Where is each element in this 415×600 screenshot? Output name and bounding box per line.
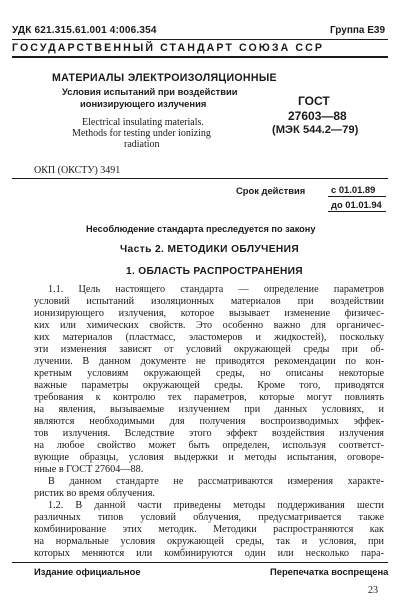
header-rule-bottom: [12, 56, 388, 58]
title-en-line1: Electrical insulating materials.: [82, 117, 204, 128]
validity-to: до 01.01.94: [331, 199, 382, 210]
body-line: на любое свойство может быть определен, используя соответст-: [34, 440, 384, 451]
reprint-note: Перепечатка воспрещена: [270, 566, 389, 577]
body-line: которых меняются или комбинируются один или несколько пара-: [34, 548, 384, 559]
body-line: лучении. В данном документе не приводятся рекомендации по кон-: [34, 356, 384, 367]
body-line: на нормальные условия окружающей среды, так и условия, при: [34, 536, 384, 547]
body-line: ких материалов (пластмасс, эластомеров и жидкостей), поскольку: [34, 332, 384, 343]
iec-number: (МЭК 544.2—79): [272, 124, 359, 136]
subtitle-ru-line2: ионизирующего излучения: [80, 98, 207, 109]
footer-rule: [12, 562, 388, 563]
header-rule-top: [12, 39, 388, 40]
udk-code: УДК 621.315.61.001 4:006.354: [12, 25, 157, 36]
title-ru: МАТЕРИАЛЫ ЭЛЕКТРОИЗОЛЯЦИОННЫЕ: [52, 72, 277, 84]
body-line: комбинирование этих методик. Методики распространяются как: [34, 524, 384, 535]
group-code: Группа Е39: [330, 25, 386, 36]
title-en-line3: radiation: [124, 139, 160, 150]
page-number: 23: [368, 585, 378, 596]
standard-title: ГОСУДАРСТВЕННЫЙ СТАНДАРТ СОЮЗА ССР: [12, 42, 325, 54]
subtitle-ru-line1: Условия испытаний при воздействии: [62, 86, 238, 97]
body-line: ионизирующего излучения, которое вызывает изменение физичес-: [34, 308, 384, 319]
gost-label: ГОСТ: [298, 94, 330, 108]
part-title: Часть 2. МЕТОДИКИ ОБЛУЧЕНИЯ: [120, 244, 300, 255]
body-line: условий испытаний изоляционных материалов при воздействии: [34, 296, 384, 307]
validity-rule-2: [328, 211, 386, 212]
body-line: кретным условиям окружающей среды, но описаны некоторые: [34, 368, 384, 379]
body-line: ристик во время облучения.: [34, 488, 155, 499]
validity-from: с 01.01.89: [331, 184, 376, 195]
body-line: являются необходимыми для получения воспроизводимых эффек-: [34, 416, 384, 427]
edition-note: Издание официальное: [34, 566, 141, 577]
body-line: 1.2. В данной части приведены методы поддерживания шести: [48, 500, 384, 511]
body-line: эти изменения зависят от условий окружающей среды при об-: [34, 344, 384, 355]
body-line: важные параметры окружающей среды. Кроме того, приводятся: [34, 380, 384, 391]
gost-number: 27603—88: [288, 109, 347, 123]
body-line: различных типов условий облучения, предусматривается также: [34, 512, 384, 523]
title-en-line2: Methods for testing under ionizing: [72, 128, 211, 139]
legal-notice: Несоблюдение стандарта преследуется по закону: [86, 224, 316, 234]
body-line: 1.1. Цель настоящего стандарта — определение параметров: [48, 284, 384, 295]
validity-label: Срок действия: [236, 185, 306, 196]
validity-rule-1: [328, 196, 386, 197]
body-line: вующие образцы, условия выдержки и методы испытания, оговоре-: [34, 452, 384, 463]
okp-code: ОКП (ОКСТУ) 3491: [34, 165, 121, 176]
body-line: В данном стандарте не рассматриваются измерения характе-: [48, 476, 384, 487]
body-line: требования к контролю тех параметров, которые могут повлиять: [34, 392, 384, 403]
title-block-rule: [12, 178, 388, 179]
body-line: ких или химических свойств. Это особенно важно для органичес-: [34, 320, 384, 331]
body-line: на явления, вызываемые излучением при данных условиях, и: [34, 404, 384, 415]
body-line: тов излучения. Вследствие этого эффект воздействия излучения: [34, 428, 384, 439]
section-title: 1. ОБЛАСТЬ РАСПРОСТРАНЕНИЯ: [126, 266, 303, 277]
body-line: нные в ГОСТ 27604—88.: [34, 464, 144, 475]
